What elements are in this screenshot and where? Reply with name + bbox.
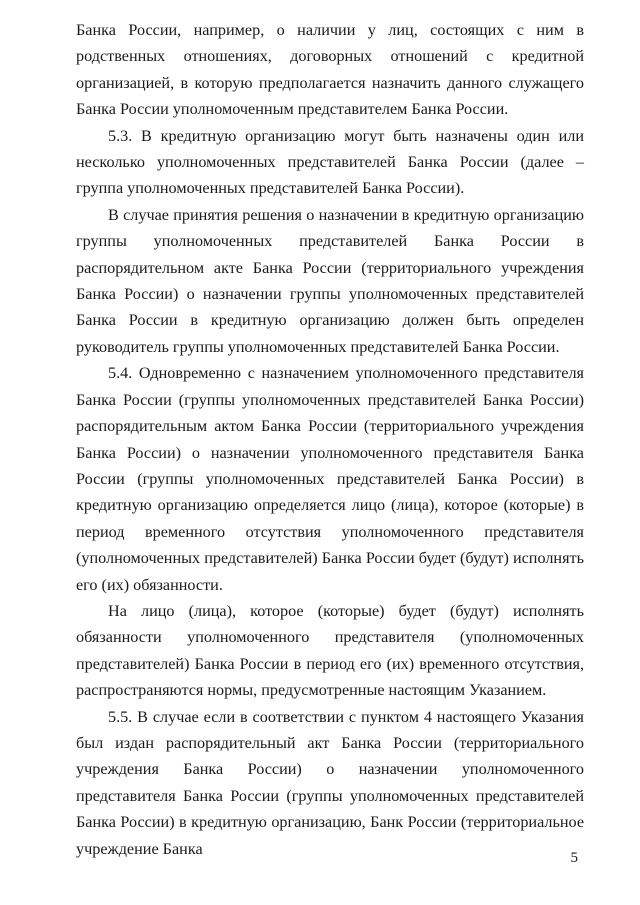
paragraph-5-5: 5.5. В случае если в соответствии с пунктом 4 настоящего Указания был издан распорядительный акт Банка России (территориального учреждения Банка России) о назначении уполномоченного представителя Банка России (группы уполномоченных представителей Банка России) в кредитную организацию, Банк России (территориальное учреждение Банка (76, 707, 584, 858)
paragraph-substitute-norms: На лицо (лица), которое (которые) будет (будут) исполнять обязанности уполномоченного представителя (уполномоченных представителей) Банка России в период его (их) временного отсутствия, распространяются нормы, предусмотренные настоящим Указанием. (76, 601, 584, 700)
paragraph-continuation: Банка России, например, о наличии у лиц, состоящих с ним в родственных отношениях, договорных отношений с кредитной организацией, в которую предполагается назначить данного служащего Банка России уполномоченным представителем Банка России. (76, 21, 584, 119)
paragraph-group-appointment: В случае принятия решения о назначении в кредитную организацию группы уполномоченных представителей Банка России в распорядительном акте Банка России (территориального учреждения Банка России) о назначении группы уполномоченных представителей Банка России в кредитную организацию должен быть определен руководитель группы уполномоченных представителей Банка России. (76, 205, 584, 356)
page-number: 5 (570, 850, 578, 866)
paragraph-5-3: 5.3. В кредитную организацию могут быть назначены один или несколько уполномоченных представителей Банка России (далее – группа уполномоченных представителей Банка России). (76, 126, 584, 198)
paragraph-5-4: 5.4. Одновременно с назначением уполномоченного представителя Банка России (группы уполномоченных представителей Банка России) распорядительным актом Банка России (территориального учреждения Банка России) о назначении уполномоченного представителя Банка России (группы уполномоченных представителей Банка России) в кредитную организацию определяется лицо (лица), которое (которые) в период временного отсутствия уполномоченного представителя (уполномоченных представителей) Банка России будет (будут) исполнять его (их) обязанности. (76, 364, 584, 594)
